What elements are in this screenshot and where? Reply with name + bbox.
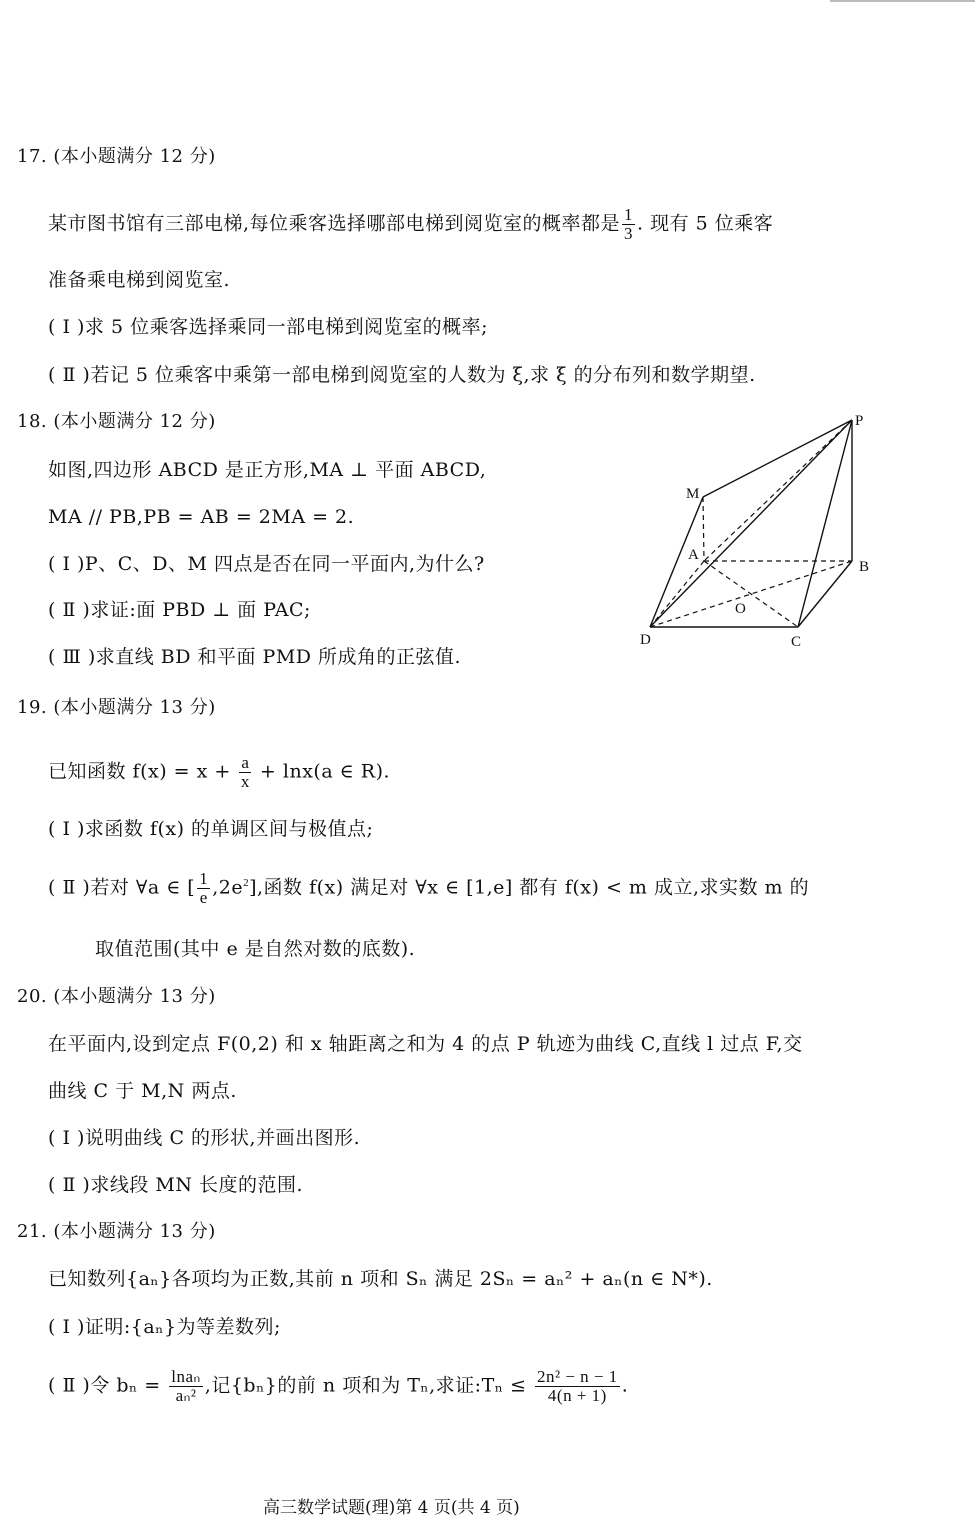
q20-part2: ( Ⅱ )求线段 MN 长度的范围. bbox=[48, 1174, 304, 1196]
q21-part2-c: . bbox=[621, 1374, 629, 1397]
q21-part1: ( Ⅰ )证明:{aₙ}为等差数列; bbox=[48, 1316, 281, 1338]
q19-part2-line2: 取值范围(其中 e 是自然对数的底数). bbox=[95, 938, 416, 960]
label-M: M bbox=[686, 486, 700, 502]
q21-fraction-bound bbox=[535, 1368, 620, 1405]
q19-part2-b: ,2e bbox=[212, 876, 244, 899]
q17-part2: ( Ⅱ )若记 5 位乘客中乘第一部电梯到阅览室的人数为 ξ,求 ξ 的分布列和数学期望. bbox=[48, 364, 756, 386]
q21-frac-bound-num: 2n² − n − 1 bbox=[536, 1367, 618, 1386]
q19-part1: ( Ⅰ )求函数 f(x) 的单调区间与极值点; bbox=[48, 818, 374, 840]
q17-stem-line2: 准备乘电梯到阅览室. bbox=[48, 269, 231, 291]
q21-part2-a: ( Ⅱ )令 bₙ = bbox=[48, 1374, 168, 1397]
q19-part2-line1 bbox=[48, 870, 809, 907]
q21-part2-b: ,记{bₙ}的前 n 项和为 Tₙ,求证:Tₙ ≤ bbox=[204, 1374, 533, 1397]
edge-AC-hidden bbox=[704, 561, 798, 627]
q18-part1: ( Ⅰ )P、C、D、M 四点是否在同一平面内,为什么? bbox=[48, 553, 485, 575]
q19-func-b: + lnx(a ∈ R). bbox=[253, 760, 391, 783]
q19-part2-a: ( Ⅱ )若对 ∀a ∈ [ bbox=[48, 876, 196, 899]
q18-line2: MA // PB,PB = AB = 2MA = 2. bbox=[48, 506, 355, 528]
q20-line2: 曲线 C 于 M,N 两点. bbox=[48, 1080, 237, 1102]
edge-PD bbox=[650, 420, 852, 627]
q18-line1: 如图,四边形 ABCD 是正方形,MA ⊥ 平面 ABCD, bbox=[48, 459, 487, 481]
q18-figure bbox=[630, 405, 880, 655]
q17-stem-line1 bbox=[48, 206, 773, 243]
label-A: A bbox=[688, 547, 699, 563]
q17-text-b: . 现有 5 位乘客 bbox=[637, 212, 774, 235]
q21-header: 21. (本小题满分 13 分) bbox=[17, 1221, 216, 1242]
q19-part2-frac-num: 1 bbox=[199, 869, 209, 888]
label-C: C bbox=[791, 634, 802, 650]
q17-fraction bbox=[622, 206, 635, 243]
q19-header: 19. (本小题满分 13 分) bbox=[17, 697, 216, 718]
edge-PC bbox=[798, 420, 852, 627]
q19-part2-c: ],函数 f(x) 满足对 ∀x ∈ [1,e] 都有 f(x) < m 成立,求实数 m 的 bbox=[249, 876, 810, 899]
label-B: B bbox=[859, 559, 870, 575]
q19-func-frac-den: x bbox=[240, 772, 250, 791]
q18-header: 18. (本小题满分 12 分) bbox=[17, 411, 216, 432]
q19-part2-fraction bbox=[197, 870, 210, 907]
q17-frac-den: 3 bbox=[624, 224, 634, 243]
q21-frac-b-num: lnaₙ bbox=[171, 1367, 201, 1386]
q17-text-a: 某市图书馆有三部电梯,每位乘客选择哪部电梯到阅览室的概率都是 bbox=[48, 212, 621, 235]
label-D: D bbox=[640, 632, 651, 648]
q17-header: 17. (本小题满分 12 分) bbox=[17, 146, 216, 167]
edge-AD-hidden bbox=[650, 561, 704, 627]
edge-PA-hidden bbox=[704, 420, 852, 561]
label-O: O bbox=[735, 601, 746, 617]
q21-frac-b-den: aₙ² bbox=[175, 1386, 197, 1405]
q19-function bbox=[48, 754, 390, 791]
q19-part2-frac-den: e bbox=[199, 888, 208, 907]
q21-part2 bbox=[48, 1368, 628, 1405]
q21-line1: 已知数列{aₙ}各项均为正数,其前 n 项和 Sₙ 满足 2Sₙ = aₙ² + aₙ(n ∈ N*). bbox=[48, 1268, 713, 1290]
q19-part2-sup: 2 bbox=[243, 877, 250, 890]
q20-header: 20. (本小题满分 13 分) bbox=[17, 986, 216, 1007]
q21-frac-bound-den: 4(n + 1) bbox=[547, 1386, 607, 1405]
page-footer: 高三数学试题(理)第 4 页(共 4 页) bbox=[263, 1498, 520, 1518]
q18-part2: ( Ⅱ )求证:面 PBD ⊥ 面 PAC; bbox=[48, 599, 311, 621]
label-P: P bbox=[855, 413, 864, 429]
q20-line1: 在平面内,设到定点 F(0,2) 和 x 轴距离之和为 4 的点 P 轨迹为曲线 C,直线 l 过点 F,交 bbox=[48, 1033, 803, 1055]
scan-artifact bbox=[830, 0, 975, 2]
q19-func-frac-num: a bbox=[241, 753, 250, 772]
edge-PM bbox=[703, 420, 852, 497]
q21-fraction-b bbox=[169, 1368, 203, 1405]
q17-frac-num: 1 bbox=[624, 205, 634, 224]
q20-part1: ( Ⅰ )说明曲线 C 的形状,并画出图形. bbox=[48, 1127, 361, 1149]
q19-func-a: 已知函数 f(x) = x + bbox=[48, 760, 238, 783]
q17-part1: ( Ⅰ )求 5 位乘客选择乘同一部电梯到阅览室的概率; bbox=[48, 316, 488, 338]
edge-MA-hidden bbox=[703, 497, 704, 561]
q19-func-fraction bbox=[239, 754, 251, 791]
q18-part3: ( Ⅲ )求直线 BD 和平面 PMD 所成角的正弦值. bbox=[48, 646, 462, 668]
